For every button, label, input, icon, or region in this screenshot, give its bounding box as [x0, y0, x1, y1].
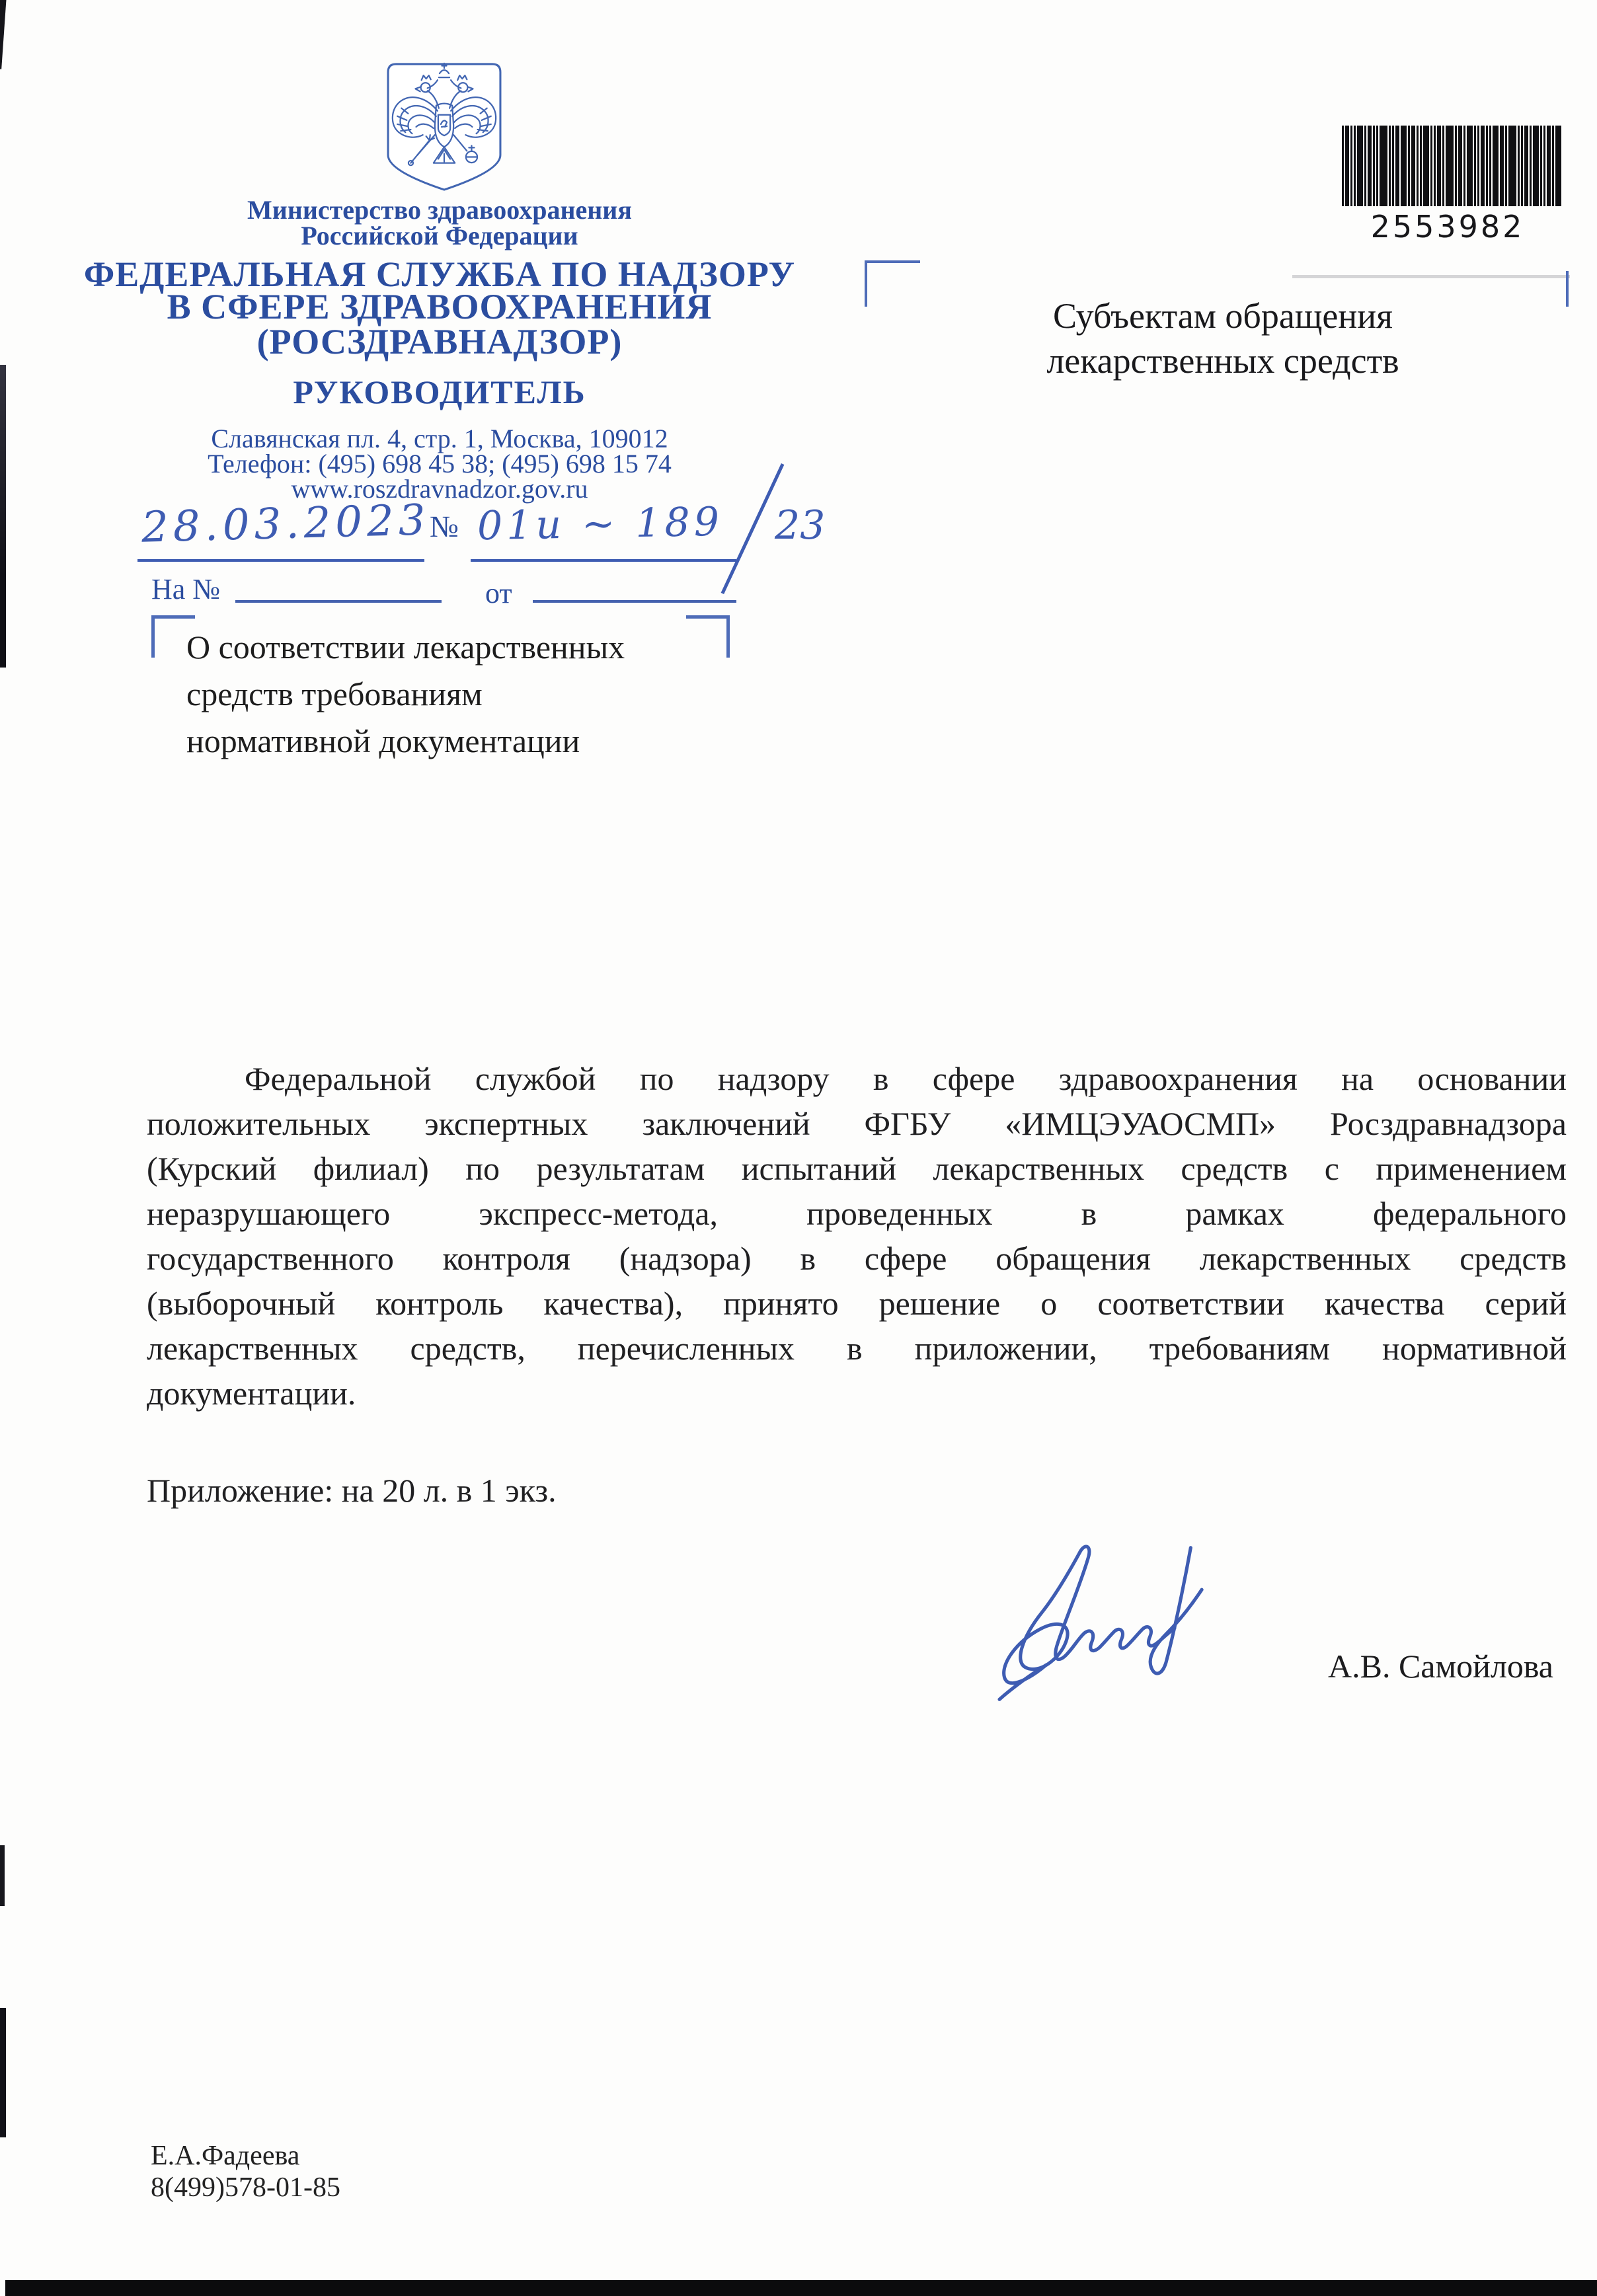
attachment-note: Приложение: на 20 л. в 1 экз.: [147, 1472, 557, 1509]
position-title: РУКОВОДИТЕЛЬ: [293, 373, 586, 410]
subject-line: О соответствии лекарственных: [186, 629, 625, 666]
executor-name: Е.А.Фадеева: [151, 2141, 300, 2171]
barcode-digits: 2553982: [1370, 209, 1525, 245]
scan-artifact-top-left: [0, 0, 7, 69]
body-line: лекарственных средств, перечисленных в приложении, требованиям нормативной: [147, 1330, 1567, 1367]
ministry-name-line2: Российской Федерации: [301, 221, 578, 250]
letterhead-website: www.roszdravnadzor.gov.ru: [291, 474, 588, 504]
reply-number-underline: [235, 600, 442, 603]
service-name-line1: ФЕДЕРАЛЬНАЯ СЛУЖБА ПО НАДЗОРУ: [83, 254, 796, 294]
signer-name: А.В. Самойлова: [1328, 1648, 1553, 1685]
scan-artifact-left-edge: [0, 2008, 6, 2137]
recipient-line: лекарственных средств: [1046, 341, 1399, 381]
letterhead-phone: Телефон: (495) 698 45 38; (495) 698 15 74: [208, 449, 672, 478]
body-line: Федеральной службой по надзору в сфере здравоохранения на основании: [245, 1060, 1567, 1097]
subject-line: нормативной документации: [186, 722, 580, 759]
number-underline: [471, 559, 736, 562]
subject-zone-corner-mark: [151, 615, 195, 619]
scan-streak: [1292, 275, 1570, 278]
reply-to-number-label: На №: [151, 573, 221, 605]
body-paragraph: [147, 1056, 1567, 1416]
body-line: документации.: [147, 1375, 356, 1412]
service-name-line3: (РОСЗДРАВНАДЗОР): [256, 322, 623, 362]
body-line: (Курский филиал) по результатам испытаний лекарственных средств с применением: [147, 1150, 1567, 1187]
number-sign-label: №: [430, 510, 459, 543]
reply-date-underline: [533, 600, 736, 603]
subject-block: [186, 624, 781, 765]
signature-scribble: [978, 1527, 1243, 1712]
reply-from-label: от: [485, 577, 512, 609]
russia-coat-of-arms-icon: [385, 61, 503, 193]
address-zone-corner-mark: [865, 260, 867, 307]
subject-zone-corner-mark: [686, 615, 730, 619]
address-zone-corner-mark: [1566, 271, 1569, 307]
executor-phone: 8(499)578-01-85: [151, 2172, 340, 2203]
date-underline: [137, 559, 424, 562]
body-line: неразрушающего экспресс-метода, проведенных в рамках федерального: [147, 1195, 1567, 1232]
scan-artifact-bottom-bar: [5, 2280, 1597, 2296]
handwritten-date: 28.03.2023: [141, 496, 431, 553]
ministry-name-line1: Министерство здравоохранения: [247, 195, 632, 225]
handwritten-outgoing-number: 01и ~ 189: [477, 498, 724, 550]
recipient-block: [992, 293, 1454, 383]
subject-zone-corner-mark: [151, 615, 155, 658]
handwritten-number-suffix: 23: [775, 502, 826, 549]
address-zone-corner-mark: [865, 260, 920, 263]
service-name-line2: В СФЕРЕ ЗДРАВООХРАНЕНИЯ: [167, 287, 713, 326]
body-line: государственного контроля (надзора) в сфере обращения лекарственных средств: [147, 1240, 1567, 1277]
scan-artifact-left-edge: [0, 1845, 5, 1906]
barcode: [1342, 126, 1553, 206]
subject-line: средств требованиям: [186, 675, 483, 712]
letterhead-address: Славянская пл. 4, стр. 1, Москва, 109012: [211, 424, 668, 453]
body-line: положительных экспертных заключений ФГБУ «ИМЦЭУАОСМП» Росздравнадзора: [147, 1105, 1567, 1142]
body-line: (выборочный контроль качества), принято решение о соответствии качества серий: [147, 1285, 1567, 1322]
recipient-line: Субъектам обращения: [1052, 296, 1393, 336]
